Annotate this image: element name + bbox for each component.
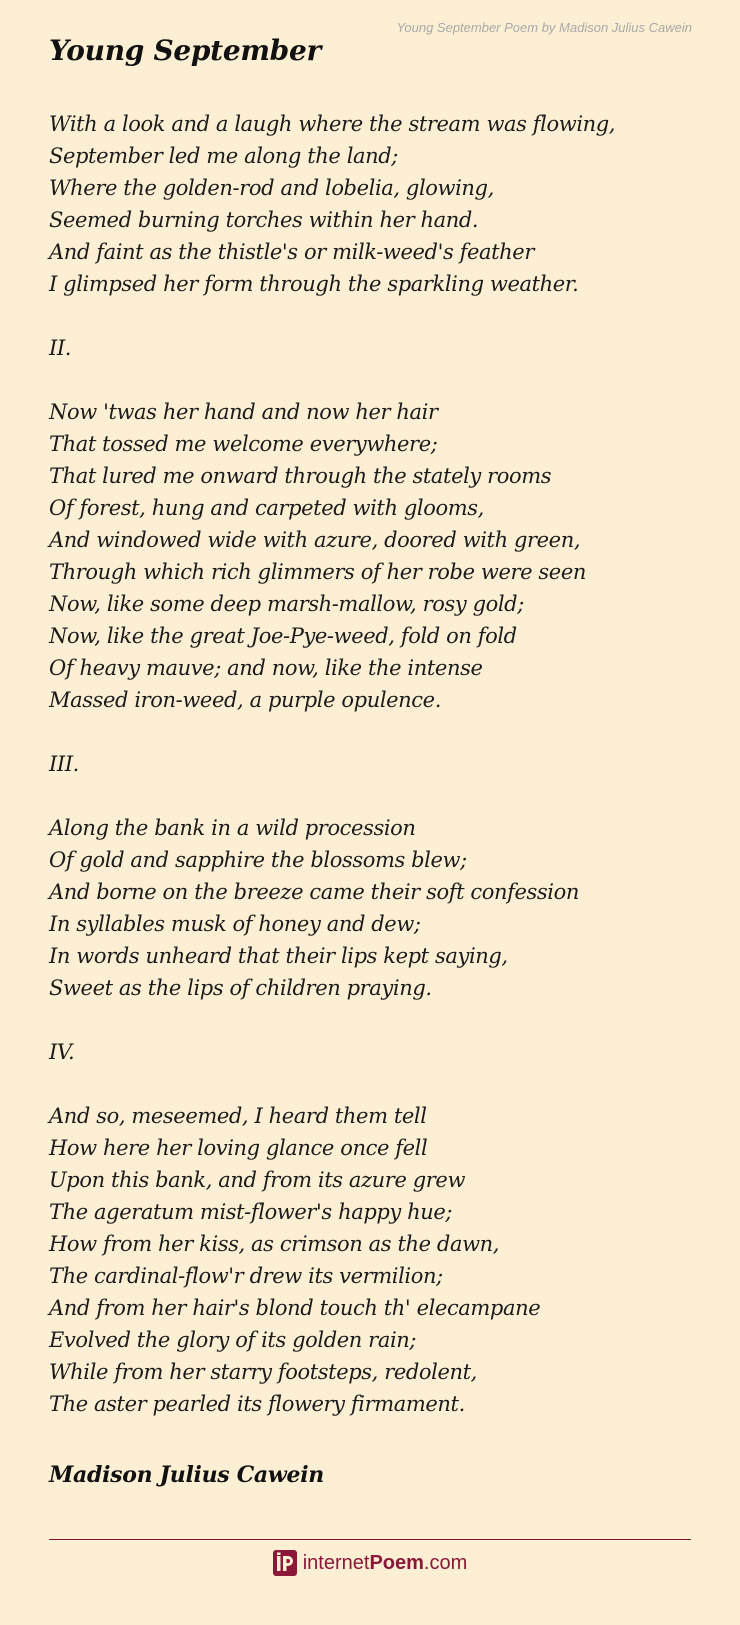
poem-line: The aster pearled its flowery firmament. — [49, 1392, 465, 1416]
poem-line: Of forest, hung and carpeted with glooms, — [49, 496, 484, 520]
poem-line: And windowed wide with azure, doored with green, — [49, 528, 581, 552]
stanza — [49, 108, 615, 300]
poem-line: Now, like some deep marsh-mallow, rosy gold; — [49, 592, 524, 616]
poem-line: In words unheard that their lips kept saying, — [49, 944, 508, 968]
poem-line: And so, meseemed, I heard them tell — [49, 1104, 427, 1128]
poem-line: Now, like the great Joe-Pye-weed, fold on fold — [49, 624, 517, 648]
poem-line: September led me along the land; — [49, 144, 398, 168]
poem-line: Of gold and sapphire the blossoms blew; — [49, 848, 467, 872]
poem-line: That lured me onward through the stately rooms — [49, 464, 552, 488]
poem-line: Massed iron-weed, a purple opulence. — [49, 688, 441, 712]
poem-line: How from her kiss, as crimson as the dawn, — [49, 1232, 500, 1256]
poem-body — [49, 108, 615, 1452]
poem-line: Seemed burning torches within her hand. — [49, 208, 479, 232]
stanza-heading: III. — [49, 752, 79, 776]
poem-line: In syllables musk of honey and dew; — [49, 912, 421, 936]
poem-line: Through which rich glimmers of her robe were seen — [49, 560, 586, 584]
stanza — [49, 1100, 615, 1420]
stanza — [49, 396, 615, 716]
stanza-heading: II. — [49, 336, 72, 360]
poem-line: Evolved the glory of its golden rain; — [49, 1328, 417, 1352]
poem-line: And from her hair's blond touch th' elecampane — [49, 1296, 541, 1320]
poem-line: The cardinal-flow'r drew its vermilion; — [49, 1264, 443, 1288]
footer-divider — [49, 1539, 691, 1540]
poem-author[interactable]: Madison Julius Cawein — [49, 1462, 324, 1488]
poem-line: That tossed me welcome everywhere; — [49, 432, 438, 456]
poem-title: Young September — [49, 34, 321, 67]
poem-line: And faint as the thistle's or milk-weed's feather — [49, 240, 534, 264]
stanza — [49, 812, 615, 1004]
poem-line: Now 'twas her hand and now her hair — [49, 400, 438, 424]
poem-line: I glimpsed her form through the sparkling weather. — [49, 272, 579, 296]
poem-line: Where the golden-rod and lobelia, glowing, — [49, 176, 494, 200]
brand-name-regular: internet — [302, 1551, 370, 1574]
poem-line: Along the bank in a wild procession — [49, 816, 416, 840]
poem-line: How here her loving glance once fell — [49, 1136, 428, 1160]
poem-line: Of heavy mauve; and now, like the intense — [49, 656, 483, 680]
poem-line: The ageratum mist-flower's happy hue; — [49, 1200, 453, 1224]
stanza-heading: IV. — [49, 1040, 75, 1064]
footer-brand-link[interactable] — [0, 1550, 740, 1576]
poem-line: With a look and a laugh where the stream was flowing, — [49, 112, 616, 136]
poem-line: Upon this bank, and from its azure grew — [49, 1168, 466, 1192]
brand-name-suffix: .com — [423, 1551, 468, 1574]
internetpoem-logo-icon — [273, 1550, 297, 1576]
header-note: Young September Poem by Madison Julius Cawein — [396, 20, 692, 35]
poem-line: And borne on the breeze came their soft confession — [49, 880, 579, 904]
poem-line: While from her starry footsteps, redolent, — [49, 1360, 477, 1384]
poem-line: Sweet as the lips of children praying. — [49, 976, 432, 1000]
brand-name-bold: Poem — [369, 1551, 424, 1574]
